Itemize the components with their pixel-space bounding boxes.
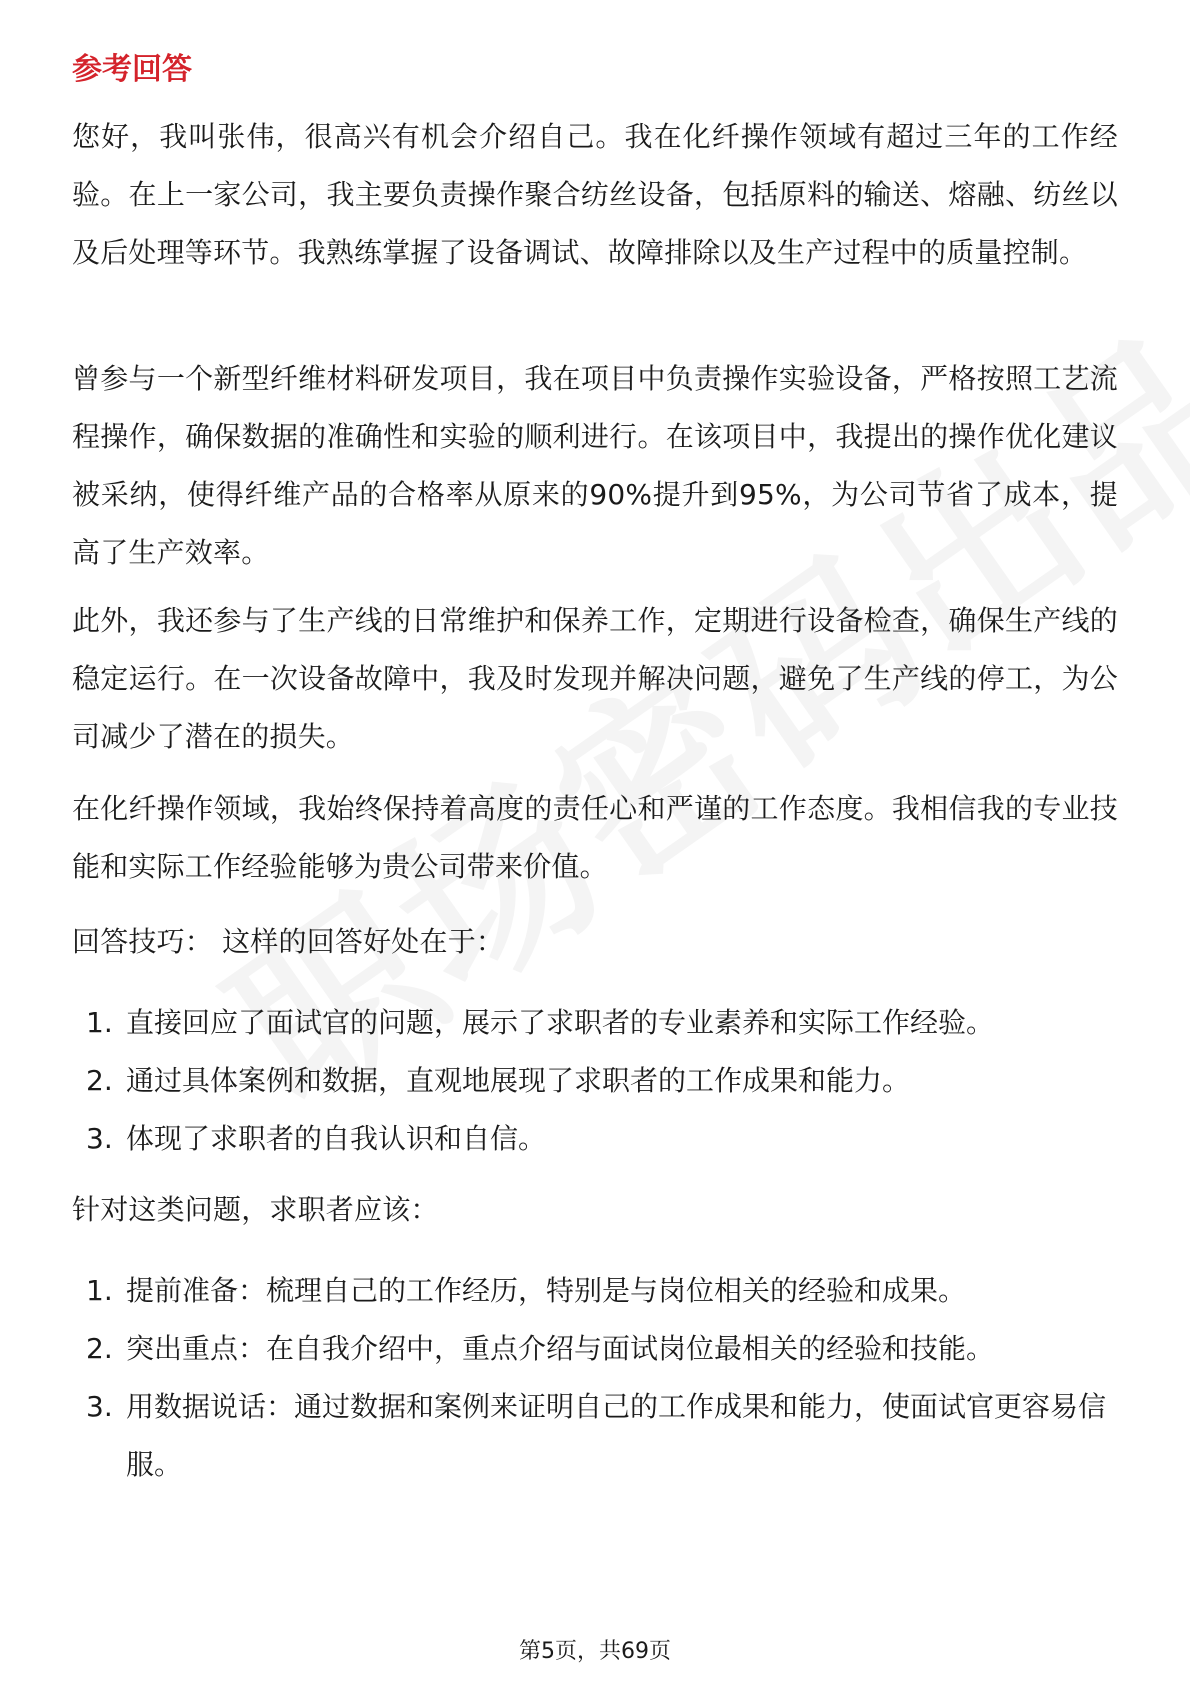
list-number: 1. [86,1274,113,1307]
list-text: 突出重点：在自我介绍中，重点介绍与面试岗位最相关的经验和技能。 [126,1332,995,1365]
paragraph-maintenance: 此外，我还参与了生产线的日常维护和保养工作，定期进行设备检查，确保生产线的稳定运行。在一次设备故障中，我及时发现并解决问题，避免了生产线的停工，为公司减少了潜在的损失。 [72,604,1118,753]
list-number: 1. [86,1006,113,1039]
list-item [72,1052,1118,1110]
list-number: 3. [86,1122,113,1155]
tips-list [72,994,1118,1168]
list-item [72,994,1118,1052]
list-item [72,1110,1118,1168]
paragraph-attitude: 在化纤操作领域，我始终保持着高度的责任心和严谨的工作态度。我相信我的专业技能和实际工作经验能够为贵公司带来价值。 [72,792,1118,883]
list-text: 体现了求职者的自我认识和自信。 [126,1122,547,1155]
list-number: 3. [86,1390,113,1423]
list-item [72,1378,1118,1494]
list-text: 提前准备：梳理自己的工作经历，特别是与岗位相关的经验和成果。 [126,1274,967,1307]
section-heading: 参考回答 [72,52,192,87]
list-number: 2. [86,1332,113,1365]
list-text: 直接回应了面试官的问题，展示了求职者的专业素养和实际工作经验。 [126,1006,995,1039]
list-item [72,1262,1118,1320]
list-text: 通过具体案例和数据，直观地展现了求职者的工作成果和能力。 [126,1064,911,1097]
paragraph-intro: 您好，我叫张伟，很高兴有机会介绍自己。我在化纤操作领域有超过三年的工作经验。在上一家公司，我主要负责操作聚合纺丝设备，包括原料的输送、熔融、纺丝以及后处理等环节。我熟练掌握了设备调试、故障排除以及生产过程中的质量控制。 [72,120,1118,269]
advice-intro: 针对这类问题，求职者应该： [72,1193,439,1226]
page-number-footer: 第5页，共69页 [519,1639,671,1664]
list-text: 用数据说话：通过数据和案例来证明自己的工作成果和能力，使面试官更容易信服。 [126,1390,1107,1481]
advice-list [72,1262,1118,1494]
paragraph-project: 曾参与一个新型纤维材料研发项目，我在项目中负责操作实验设备，严格按照工艺流程操作，确保数据的准确性和实验的顺利进行。在该项目中，我提出的操作优化建议被采纳，使得纤维产品的合格率从原来的90%提升到95%，为公司节省了成本，提高了生产效率。 [72,362,1118,569]
list-number: 2. [86,1064,113,1097]
list-item [72,1320,1118,1378]
tips-intro: 回答技巧： 这样的回答好处在于： [72,925,505,958]
